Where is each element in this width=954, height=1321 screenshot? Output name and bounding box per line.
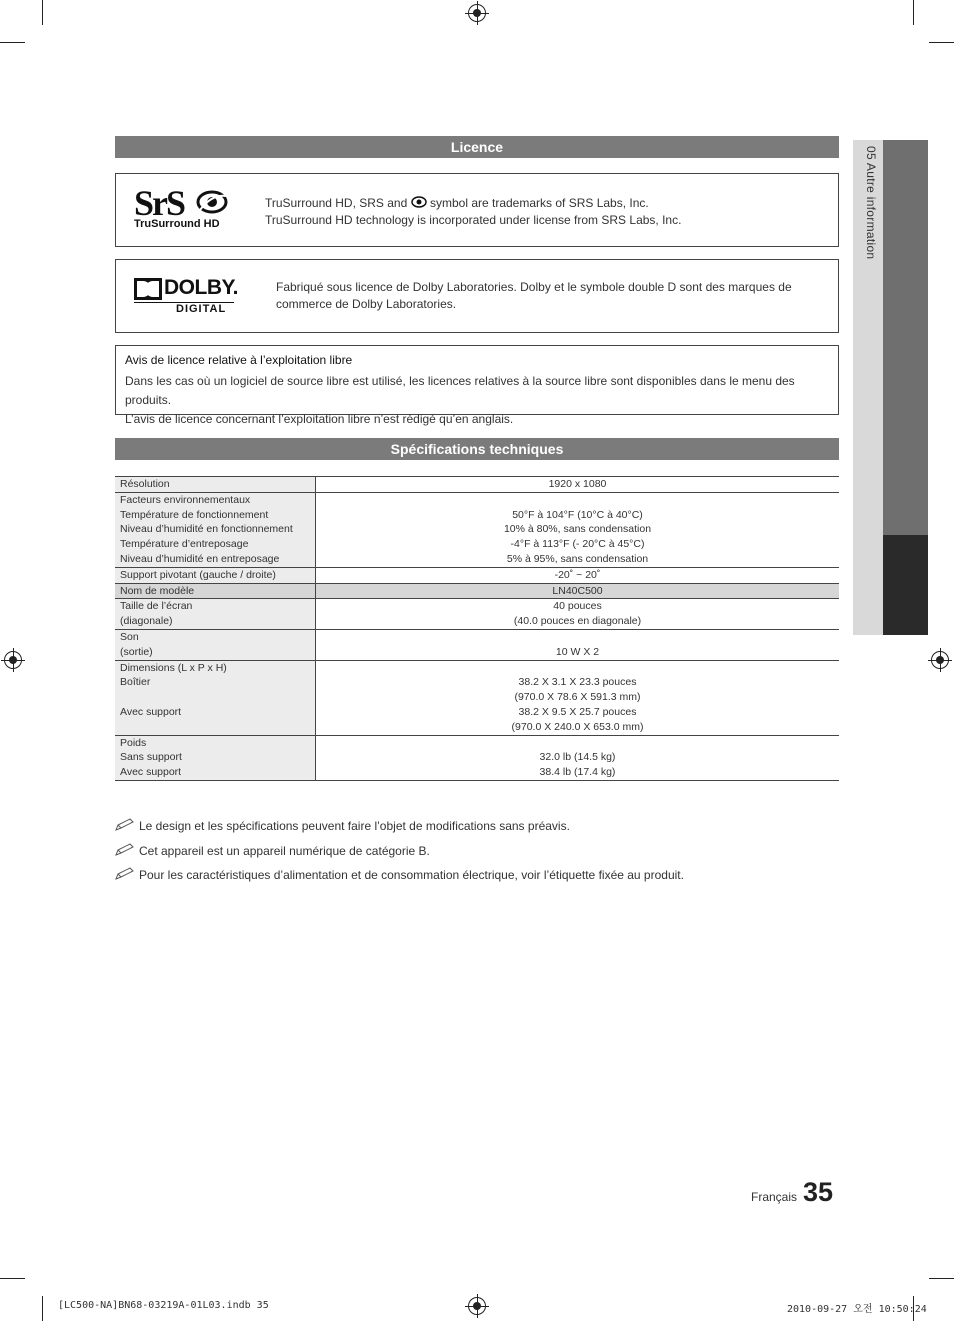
- page-number: 35: [803, 1177, 834, 1207]
- crop-mark: [42, 0, 43, 25]
- spec-row: [115, 599, 839, 630]
- chapter-label: 05 Autre information: [864, 146, 878, 260]
- dolby-logo-word: DOLBY.: [164, 276, 239, 299]
- spec-value: 38.2 X 3.1 X 23.3 pouces: [518, 676, 637, 689]
- spec-label: Sans support: [120, 751, 182, 764]
- spec-value: (970.0 X 240.0 X 653.0 mm): [511, 720, 644, 733]
- spec-label: (diagonale): [120, 615, 173, 628]
- spec-value: [321, 493, 834, 508]
- spec-value: [321, 736, 834, 751]
- spec-row: [115, 477, 839, 493]
- spec-label: Poids: [120, 736, 147, 749]
- crop-mark: [0, 42, 25, 43]
- spec-label: Niveau d’humidité en entreposage: [120, 552, 280, 565]
- spec-value-cell: [316, 492, 840, 567]
- crop-mark: [913, 0, 914, 25]
- srs-text-line1b: symbol are trademarks of SRS Labs, Inc.: [429, 196, 649, 210]
- pencil-note-icon: [115, 843, 135, 856]
- note-item: [115, 843, 430, 858]
- open-source-title: Avis de licence relative à l’exploitation libre: [125, 353, 353, 367]
- spec-label-cell: [115, 477, 316, 493]
- licence-heading: Licence: [115, 136, 839, 158]
- registration-mark-icon: [4, 651, 22, 669]
- spec-value: LN40C500: [552, 584, 603, 597]
- spec-label-cell: [115, 735, 316, 780]
- spec-label: Dimensions (L x P x H): [120, 661, 227, 674]
- spec-value: (970.0 X 78.6 X 591.3 mm): [514, 691, 641, 704]
- spec-label: Avec support: [120, 705, 182, 718]
- spec-value: 40 pouces: [553, 600, 602, 613]
- srs-logo-subtitle: TruSurround HD: [134, 218, 220, 230]
- spec-value: 32.0 lb (14.5 kg): [539, 751, 616, 764]
- dolby-licence-box: [115, 259, 839, 333]
- spec-label: Température de fonctionnement: [120, 508, 269, 521]
- note-text: Pour les caractéristiques d’alimentation et de consommation électrique, voir l’étiquette fixée au produit.: [139, 868, 684, 882]
- side-tab-dark: [883, 140, 928, 535]
- srs-eye-icon: [411, 196, 427, 208]
- spec-row: [115, 583, 839, 599]
- spec-value-cell: [316, 599, 840, 630]
- note-item: [115, 867, 684, 882]
- srs-text: [265, 195, 681, 229]
- spec-value: 1920 x 1080: [548, 478, 607, 490]
- spec-label: (sortie): [120, 645, 153, 658]
- spec-label: [120, 720, 310, 735]
- spec-value: [321, 630, 834, 645]
- spec-label: Son: [120, 630, 139, 643]
- spec-value: (40.0 pouces en diagonale): [513, 615, 642, 628]
- pencil-note-icon: [115, 867, 135, 880]
- spec-row: [115, 567, 839, 583]
- specs-table: [115, 476, 839, 781]
- spec-value-cell: [316, 629, 840, 660]
- dolby-text: [276, 279, 792, 313]
- specs-heading: Spécifications techniques: [115, 438, 839, 460]
- spec-label: Température d’entreposage: [120, 538, 249, 551]
- srs-eye-icon: [196, 190, 228, 214]
- spec-label: Facteurs environnementaux: [120, 493, 251, 506]
- registration-mark-icon: [468, 1297, 486, 1315]
- registration-mark-icon: [468, 4, 486, 22]
- spec-label: [120, 690, 310, 705]
- spec-value-cell: [316, 583, 840, 599]
- srs-text-line2: TruSurround HD technology is incorporated under license from SRS Labs, Inc.: [265, 213, 682, 227]
- spec-value: -20˚ ~ 20˚: [554, 568, 601, 581]
- note-text: Le design et les spécifications peuvent faire l’objet de modifications sans préavis.: [139, 819, 570, 833]
- open-source-notice-box: [115, 345, 839, 426]
- print-timestamp: 2010-09-27 오전 10:50:24: [787, 1304, 927, 1315]
- srs-text-line1a: TruSurround HD, SRS and: [265, 196, 408, 210]
- dolby-logo: [134, 278, 254, 318]
- spec-value: 5% à 95%, sans condensation: [506, 552, 649, 565]
- spec-row: [115, 735, 839, 780]
- dolby-logo-subtitle: DIGITAL: [176, 303, 227, 315]
- crop-mark: [929, 42, 954, 43]
- spec-label: Niveau d’humidité en fonctionnement: [120, 523, 293, 536]
- open-source-line1: Dans les cas où un logiciel de source libre est utilisé, les licences relatives à la source libre sont disponibles dans le menu des produits.: [125, 374, 795, 407]
- spec-label: Avec support: [120, 766, 182, 779]
- dolby-text-line2: commerce de Dolby Laboratories.: [276, 297, 457, 311]
- open-source-body: [125, 372, 825, 429]
- srs-licence-box: [115, 173, 839, 247]
- note-text: Cet appareil est un appareil numérique de catégorie B.: [139, 844, 430, 858]
- spec-value: 38.4 lb (17.4 kg): [539, 766, 616, 779]
- spec-value-cell: [316, 735, 840, 780]
- side-tab-marker: [883, 535, 928, 635]
- spec-value: [321, 661, 834, 676]
- registration-mark-icon: [931, 651, 949, 669]
- spec-row: [115, 492, 839, 567]
- spec-row: [115, 629, 839, 660]
- spec-row: [115, 660, 839, 735]
- spec-value-cell: [316, 477, 840, 493]
- spec-label-cell: [115, 599, 316, 630]
- srs-logo-word: SrS: [134, 183, 185, 223]
- crop-mark: [929, 1278, 954, 1279]
- spec-label: Support pivotant (gauche / droite): [120, 568, 276, 581]
- spec-value: 50°F à 104°F (10°C à 40°C): [512, 508, 643, 521]
- spec-value: -4°F à 113°F (- 20°C à 45°C): [510, 538, 645, 551]
- spec-value: 10 W X 2: [555, 645, 600, 658]
- spec-label: Nom de modèle: [120, 584, 195, 597]
- note-item: [115, 818, 570, 833]
- spec-value: 10% à 80%, sans condensation: [503, 523, 652, 536]
- spec-label: Taille de l’écran: [120, 600, 193, 613]
- spec-value-cell: [316, 660, 840, 735]
- spec-label-cell: [115, 629, 316, 660]
- spec-label-cell: [115, 492, 316, 567]
- dolby-double-d-icon: [134, 278, 162, 300]
- spec-label-cell: [115, 567, 316, 583]
- crop-mark: [0, 1278, 25, 1279]
- pencil-note-icon: [115, 818, 135, 831]
- spec-label-cell: [115, 583, 316, 599]
- srs-logo: [134, 183, 244, 232]
- spec-label: Résolution: [120, 478, 170, 490]
- spec-label: Boîtier: [120, 676, 151, 689]
- spec-value-cell: [316, 567, 840, 583]
- spec-value: 38.2 X 9.5 X 25.7 pouces: [518, 705, 637, 718]
- crop-mark: [42, 1296, 43, 1321]
- print-file-info: [LC500-NA]BN68-03219A-01L03.indb 35: [58, 1300, 269, 1311]
- open-source-line2: L’avis de licence concernant l’exploitation libre n’est rédigé qu’en anglais.: [125, 412, 514, 426]
- page-language: Français: [751, 1190, 798, 1204]
- dolby-text-line1: Fabriqué sous licence de Dolby Laboratories. Dolby et le symbole double D sont des marques de: [276, 280, 792, 294]
- spec-label-cell: [115, 660, 316, 735]
